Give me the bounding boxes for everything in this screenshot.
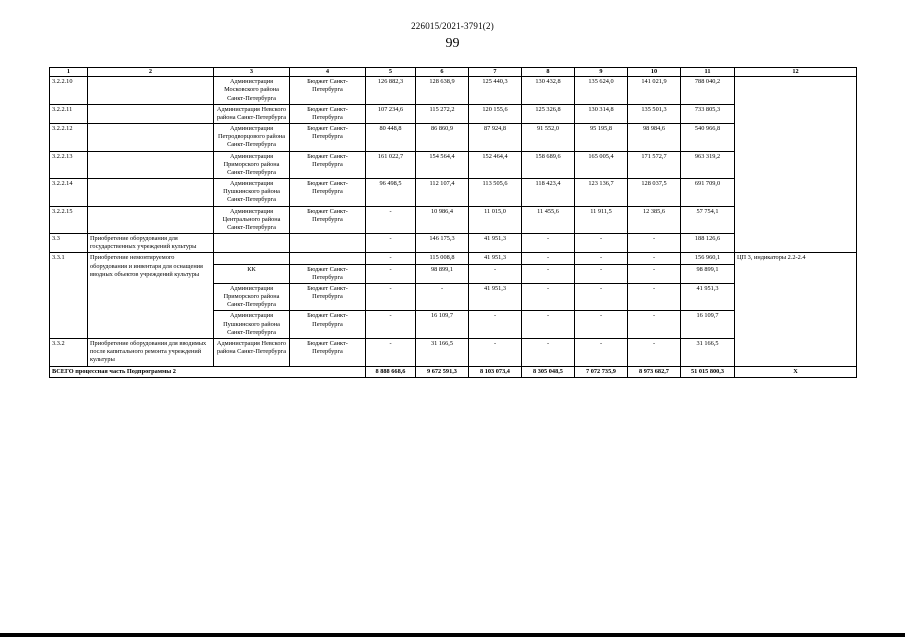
cell-col11: 788 040,2 xyxy=(681,77,735,105)
cell-col5: 107 234,6 xyxy=(366,104,416,123)
cell-col10: - xyxy=(628,283,681,311)
column-header: 4 xyxy=(290,68,366,77)
cell-col6: 128 638,9 xyxy=(416,77,469,105)
total-label: ВСЕГО процессная часть Подпрограммы 2 xyxy=(50,366,366,377)
cell-col11: 156 960,1 xyxy=(681,253,735,264)
cell-col8: 158 689,6 xyxy=(522,151,575,179)
cell-col9: - xyxy=(575,338,628,366)
cell-col7: 41 951,3 xyxy=(469,283,522,311)
cell-col9: - xyxy=(575,234,628,253)
row-source: Бюджет Санкт-Петербурга xyxy=(290,311,366,339)
cell-col8: - xyxy=(522,338,575,366)
cell-col11: 57 754,1 xyxy=(681,206,735,234)
cell-col5: 161 022,7 xyxy=(366,151,416,179)
cell-col7: - xyxy=(469,338,522,366)
row-executor: Администрация Центрального района Санкт-Петербурга xyxy=(214,206,290,234)
cell-col9: 165 005,4 xyxy=(575,151,628,179)
cell-col8: - xyxy=(522,311,575,339)
cell-col8: 130 432,8 xyxy=(522,77,575,105)
row-source: Бюджет Санкт-Петербурга xyxy=(290,206,366,234)
column-header: 12 xyxy=(735,68,857,77)
cell-col5: - xyxy=(366,338,416,366)
cell-col11: 691 709,0 xyxy=(681,179,735,207)
row-name: Приобретение оборудования для вводимых после капитального ремонта учреждений культуры xyxy=(88,338,214,366)
cell-col7: 87 924,8 xyxy=(469,124,522,152)
row-code: 3.2.2.11 xyxy=(50,104,88,123)
cell-col9: - xyxy=(575,283,628,311)
row-source: Бюджет Санкт-Петербурга xyxy=(290,124,366,152)
document-id: 226015/2021-3791(2) xyxy=(411,21,494,31)
cell-col7: - xyxy=(469,311,522,339)
column-header: 10 xyxy=(628,68,681,77)
row-executor: Администрация Приморского района Санкт-Петербурга xyxy=(214,283,290,311)
cell-col8: - xyxy=(522,264,575,283)
row-executor: Администрация Пушкинского района Санкт-Петербурга xyxy=(214,311,290,339)
cell-col7: 41 951,3 xyxy=(469,234,522,253)
row-executor: Администрация Приморского района Санкт-Петербурга xyxy=(214,151,290,179)
total-col10: 8 973 682,7 xyxy=(628,366,681,377)
row-name xyxy=(88,104,214,123)
row-name: Приобретение немонтируемого оборудования и инвентаря для оснащения вводных объектов учреждений культуры xyxy=(88,253,214,339)
cell-col6: 115 008,8 xyxy=(416,253,469,264)
cell-col6: 98 899,1 xyxy=(416,264,469,283)
cell-col7: 125 440,3 xyxy=(469,77,522,105)
row-code: 3.2.2.13 xyxy=(50,151,88,179)
total-col9: 7 072 735,9 xyxy=(575,366,628,377)
cell-col7: 120 155,6 xyxy=(469,104,522,123)
column-header: 7 xyxy=(469,68,522,77)
cell-col10: - xyxy=(628,253,681,264)
cell-col11: 733 805,3 xyxy=(681,104,735,123)
column-header: 5 xyxy=(366,68,416,77)
cell-col8: - xyxy=(522,253,575,264)
row-name xyxy=(88,206,214,234)
cell-col5: - xyxy=(366,311,416,339)
total-col7: 8 103 073,4 xyxy=(469,366,522,377)
row-code: 3.3 xyxy=(50,234,88,253)
cell-col5: 80 448,8 xyxy=(366,124,416,152)
total-col5: 8 888 668,6 xyxy=(366,366,416,377)
row-source: Бюджет Санкт-Петербурга xyxy=(290,264,366,283)
cell-col5: - xyxy=(366,234,416,253)
cell-col9: 11 911,5 xyxy=(575,206,628,234)
cell-col10: - xyxy=(628,311,681,339)
cell-col9: 95 195,8 xyxy=(575,124,628,152)
total-col8: 8 305 048,5 xyxy=(522,366,575,377)
cell-col10: - xyxy=(628,234,681,253)
cell-col8: 118 423,4 xyxy=(522,179,575,207)
row-code: 3.2.2.14 xyxy=(50,179,88,207)
cell-col5: 96 498,5 xyxy=(366,179,416,207)
row-source xyxy=(290,253,366,264)
column-header: 11 xyxy=(681,68,735,77)
cell-col6: 86 860,9 xyxy=(416,124,469,152)
table-row xyxy=(50,253,857,264)
cell-col5: - xyxy=(366,264,416,283)
cell-col5: - xyxy=(366,283,416,311)
cell-col10: 141 021,9 xyxy=(628,77,681,105)
cell-col10: 12 385,6 xyxy=(628,206,681,234)
cell-col7: 113 505,6 xyxy=(469,179,522,207)
row-executor: Администрация Пушкинского района Санкт-Петербурга xyxy=(214,179,290,207)
cell-col5: - xyxy=(366,206,416,234)
cell-col9: 135 624,0 xyxy=(575,77,628,105)
row-executor: Администрация Невского района Санкт-Петербурга xyxy=(214,338,290,366)
cell-col11: 16 109,7 xyxy=(681,311,735,339)
cell-col5: - xyxy=(366,253,416,264)
cell-col11: 41 951,3 xyxy=(681,283,735,311)
cell-col9: 130 314,8 xyxy=(575,104,628,123)
cell-col10: - xyxy=(628,264,681,283)
cell-col10: 128 037,5 xyxy=(628,179,681,207)
column-header: 3 xyxy=(214,68,290,77)
cell-col6: 146 175,3 xyxy=(416,234,469,253)
column-header: 8 xyxy=(522,68,575,77)
cell-col7: 41 951,3 xyxy=(469,253,522,264)
cell-col11: 188 126,6 xyxy=(681,234,735,253)
row-executor xyxy=(214,253,290,264)
row-source: Бюджет Санкт-Петербурга xyxy=(290,151,366,179)
row-code: 3.2.2.10 xyxy=(50,77,88,105)
row-name xyxy=(88,124,214,152)
cell-col10: - xyxy=(628,338,681,366)
cell-col7: 11 015,0 xyxy=(469,206,522,234)
row-source: Бюджет Санкт-Петербурга xyxy=(290,338,366,366)
row-name: Приобретение оборудования для государственных учреждений культуры xyxy=(88,234,214,253)
cell-col8: - xyxy=(522,283,575,311)
total-row xyxy=(50,366,857,377)
scan-edge-line xyxy=(0,633,905,637)
total-col12: X xyxy=(735,366,857,377)
cell-col9: - xyxy=(575,253,628,264)
column-header: 6 xyxy=(416,68,469,77)
cell-col11: 540 966,8 xyxy=(681,124,735,152)
row-source: Бюджет Санкт-Петербурга xyxy=(290,283,366,311)
row-name xyxy=(88,77,214,105)
cell-col8: 11 455,6 xyxy=(522,206,575,234)
cell-col6: 31 166,5 xyxy=(416,338,469,366)
cell-col9: 123 136,7 xyxy=(575,179,628,207)
budget-table xyxy=(49,67,857,378)
cell-col11: 31 166,5 xyxy=(681,338,735,366)
cell-col6: 16 109,7 xyxy=(416,311,469,339)
column-header: 2 xyxy=(88,68,214,77)
cell-col6: 10 986,4 xyxy=(416,206,469,234)
cell-col6: 115 272,2 xyxy=(416,104,469,123)
row-executor: Администрация Московского района Санкт-Петербурга xyxy=(214,77,290,105)
cell-col9: - xyxy=(575,264,628,283)
row-executor: КК xyxy=(214,264,290,283)
row-indicator: ЦП 3, индикаторы 2.2-2.4 xyxy=(735,253,857,366)
row-name xyxy=(88,151,214,179)
column-header: 9 xyxy=(575,68,628,77)
cell-col11: 963 319,2 xyxy=(681,151,735,179)
table-row xyxy=(50,77,857,105)
cell-col6: - xyxy=(416,283,469,311)
row-code: 3.3.2 xyxy=(50,338,88,366)
row-executor: Администрация Петродворцового района Санкт-Петербурга xyxy=(214,124,290,152)
column-header: 1 xyxy=(50,68,88,77)
page-number: 99 xyxy=(445,36,460,51)
cell-col7: 152 464,4 xyxy=(469,151,522,179)
total-col6: 9 672 591,3 xyxy=(416,366,469,377)
cell-col8: 125 326,8 xyxy=(522,104,575,123)
row-executor xyxy=(214,234,290,253)
cell-col12-empty xyxy=(735,77,857,253)
cell-col8: - xyxy=(522,234,575,253)
cell-col9: - xyxy=(575,311,628,339)
column-header-row xyxy=(50,68,857,77)
cell-col6: 154 564,4 xyxy=(416,151,469,179)
cell-col11: 98 899,1 xyxy=(681,264,735,283)
cell-col6: 112 107,4 xyxy=(416,179,469,207)
row-code: 3.2.2.15 xyxy=(50,206,88,234)
row-source: Бюджет Санкт-Петербурга xyxy=(290,77,366,105)
cell-col7: - xyxy=(469,264,522,283)
cell-col10: 171 572,7 xyxy=(628,151,681,179)
row-source: Бюджет Санкт-Петербурга xyxy=(290,179,366,207)
row-name xyxy=(88,179,214,207)
total-col11: 51 015 800,3 xyxy=(681,366,735,377)
row-executor: Администрация Невского района Санкт-Петербурга xyxy=(214,104,290,123)
row-source: Бюджет Санкт-Петербурга xyxy=(290,104,366,123)
row-code: 3.2.2.12 xyxy=(50,124,88,152)
row-code: 3.3.1 xyxy=(50,253,88,339)
cell-col5: 126 882,3 xyxy=(366,77,416,105)
cell-col10: 135 501,3 xyxy=(628,104,681,123)
cell-col10: 98 984,6 xyxy=(628,124,681,152)
cell-col8: 91 552,0 xyxy=(522,124,575,152)
row-source xyxy=(290,234,366,253)
